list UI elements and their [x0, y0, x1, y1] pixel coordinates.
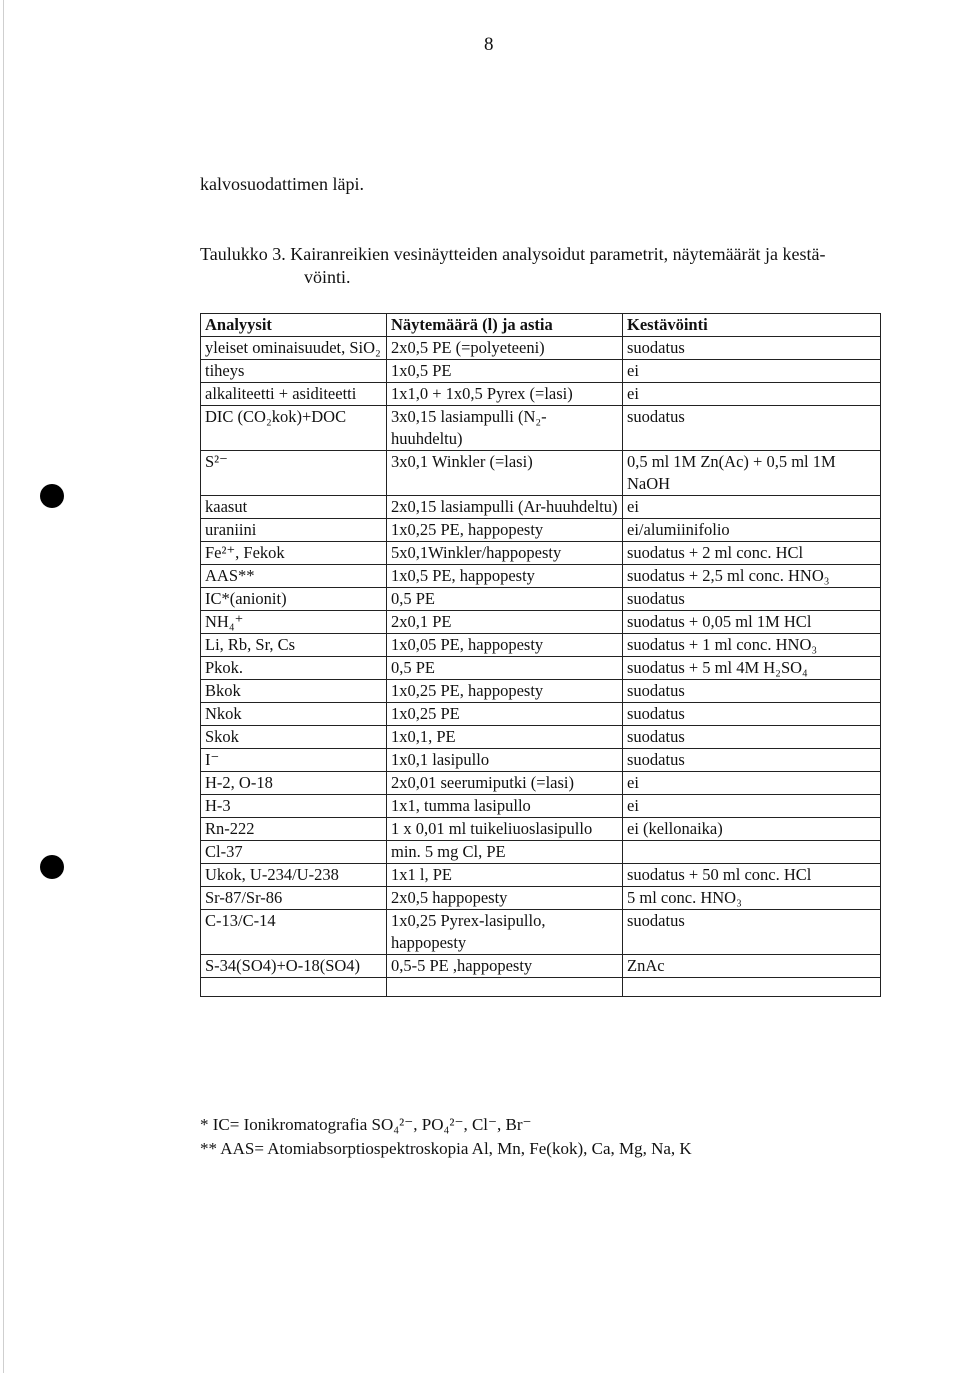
- cell-sample-amount: 1x0,1, PE: [387, 726, 623, 749]
- cell-preservation: ei: [623, 496, 881, 519]
- table-row: [201, 772, 881, 795]
- cell-sample-amount: 2x0,15 lasiampulli (Ar-huuhdeltu): [387, 496, 623, 519]
- punch-hole-mark: [40, 855, 64, 879]
- cell-sample-amount: 5x0,1Winkler/happopesty: [387, 542, 623, 565]
- table-row: [201, 634, 881, 657]
- cell-preservation: suodatus: [623, 703, 881, 726]
- cell-sample-amount: 0,5-5 PE ,happopesty: [387, 955, 623, 978]
- cell-sample-amount: 1x1,0 + 1x0,5 Pyrex (=lasi): [387, 383, 623, 406]
- cell-preservation: suodatus: [623, 337, 881, 360]
- cell-analysis: H-3: [201, 795, 387, 818]
- cell-sample-amount: 0,5 PE: [387, 657, 623, 680]
- cell-preservation: suodatus: [623, 910, 881, 955]
- cell-preservation: suodatus: [623, 588, 881, 611]
- table-body: [201, 337, 881, 997]
- cell-sample-amount: 1x0,1 lasipullo: [387, 749, 623, 772]
- cell-sample-amount: 1 x 0,01 ml tuikeliuoslasipullo: [387, 818, 623, 841]
- table-row: [201, 955, 881, 978]
- cell-preservation: suodatus + 0,05 ml 1M HCl: [623, 611, 881, 634]
- cell-analysis: kaasut: [201, 496, 387, 519]
- header-analyses: Analyysit: [201, 314, 387, 337]
- cell-preservation: [623, 978, 881, 997]
- cell-sample-amount: 1x0,25 PE, happopesty: [387, 519, 623, 542]
- cell-analysis: NH₄⁺: [201, 611, 387, 634]
- cell-analysis: Rn-222: [201, 818, 387, 841]
- cell-sample-amount: 2x0,5 happopesty: [387, 887, 623, 910]
- cell-sample-amount: 2x0,1 PE: [387, 611, 623, 634]
- cell-sample-amount: 1x1 l, PE: [387, 864, 623, 887]
- table-row: [201, 406, 881, 451]
- table-row: [201, 383, 881, 406]
- punch-hole-mark: [40, 484, 64, 508]
- cell-preservation: suodatus: [623, 406, 881, 451]
- cell-preservation: ei/alumiinifolio: [623, 519, 881, 542]
- table-row: [201, 910, 881, 955]
- table-row: [201, 496, 881, 519]
- cell-preservation: 5 ml conc. HNO₃: [623, 887, 881, 910]
- cell-analysis: Ukok, U-234/U-238: [201, 864, 387, 887]
- scan-edge-line: [3, 0, 4, 1373]
- table-row: [201, 360, 881, 383]
- table-row: [201, 864, 881, 887]
- cell-analysis: C-13/C-14: [201, 910, 387, 955]
- cell-analysis: Skok: [201, 726, 387, 749]
- cell-sample-amount: 0,5 PE: [387, 588, 623, 611]
- cell-sample-amount: 1x1, tumma lasipullo: [387, 795, 623, 818]
- parameters-table: [200, 313, 881, 997]
- cell-analysis: yleiset ominaisuudet, SiO₂: [201, 337, 387, 360]
- cell-analysis: uraniini: [201, 519, 387, 542]
- table-row: [201, 841, 881, 864]
- table-row: [201, 565, 881, 588]
- cell-preservation: suodatus: [623, 749, 881, 772]
- table-row: [201, 519, 881, 542]
- cell-analysis: S²⁻: [201, 451, 387, 496]
- table-row: [201, 657, 881, 680]
- cell-analysis: Pkok.: [201, 657, 387, 680]
- cell-analysis: [201, 978, 387, 997]
- cell-preservation: suodatus + 5 ml 4M H₂SO₄: [623, 657, 881, 680]
- table-row: [201, 818, 881, 841]
- footnote-aas: ** AAS= Atomiabsorptiospektroskopia Al, Mn, Fe(kok), Ca, Mg, Na, K: [200, 1139, 692, 1158]
- table-row: [201, 749, 881, 772]
- cell-analysis: H-2, O-18: [201, 772, 387, 795]
- cell-sample-amount: 1x0,5 PE: [387, 360, 623, 383]
- header-sample-amount: Näytemäärä (l) ja astia: [387, 314, 623, 337]
- table-row: [201, 795, 881, 818]
- caption-line-2: vöinti.: [304, 267, 351, 287]
- cell-sample-amount: min. 5 mg Cl, PE: [387, 841, 623, 864]
- cell-preservation: suodatus: [623, 726, 881, 749]
- cell-preservation: ZnAc: [623, 955, 881, 978]
- table-row: [201, 611, 881, 634]
- cell-analysis: I⁻: [201, 749, 387, 772]
- cell-analysis: Sr-87/Sr-86: [201, 887, 387, 910]
- cell-sample-amount: 3x0,1 Winkler (=lasi): [387, 451, 623, 496]
- header-preservation: Kestävöinti: [623, 314, 881, 337]
- table-row: [201, 978, 881, 997]
- cell-preservation: [623, 841, 881, 864]
- table-row: [201, 337, 881, 360]
- cell-preservation: suodatus + 1 ml conc. HNO₃: [623, 634, 881, 657]
- table-row: [201, 451, 881, 496]
- footnote-ic: * IC= Ionikromatografia SO₄²⁻, PO₄²⁻, Cl⁻, Br⁻: [200, 1115, 532, 1134]
- cell-analysis: Cl-37: [201, 841, 387, 864]
- cell-preservation: ei: [623, 772, 881, 795]
- table-row: [201, 703, 881, 726]
- cell-analysis: S-34(SO4)+O-18(SO4): [201, 955, 387, 978]
- cell-sample-amount: 1x0,5 PE, happopesty: [387, 565, 623, 588]
- cell-preservation: suodatus + 2,5 ml conc. HNO₃: [623, 565, 881, 588]
- cell-sample-amount: 2x0,5 PE (=polyeteeni): [387, 337, 623, 360]
- caption-line-1: Taulukko 3. Kairanreikien vesinäytteiden analysoidut parametrit, näytemäärät ja kestä-: [200, 244, 826, 264]
- cell-sample-amount: [387, 978, 623, 997]
- intro-text: kalvosuodattimen läpi.: [200, 174, 364, 194]
- cell-sample-amount: 1x0,25 PE: [387, 703, 623, 726]
- cell-preservation: ei (kellonaika): [623, 818, 881, 841]
- table-row: [201, 588, 881, 611]
- footnotes: [200, 1113, 692, 1161]
- cell-preservation: ei: [623, 795, 881, 818]
- cell-analysis: Bkok: [201, 680, 387, 703]
- cell-analysis: tiheys: [201, 360, 387, 383]
- cell-analysis: Fe²⁺, Fekok: [201, 542, 387, 565]
- cell-preservation: suodatus + 2 ml conc. HCl: [623, 542, 881, 565]
- cell-preservation: 0,5 ml 1M Zn(Ac) + 0,5 ml 1M NaOH: [623, 451, 881, 496]
- table-caption: [200, 243, 890, 289]
- cell-preservation: ei: [623, 360, 881, 383]
- page-number: 8: [484, 34, 494, 55]
- cell-sample-amount: 1x0,05 PE, happopesty: [387, 634, 623, 657]
- cell-preservation: suodatus + 50 ml conc. HCl: [623, 864, 881, 887]
- cell-analysis: Li, Rb, Sr, Cs: [201, 634, 387, 657]
- cell-analysis: Nkok: [201, 703, 387, 726]
- cell-analysis: AAS**: [201, 565, 387, 588]
- cell-sample-amount: 3x0,15 lasiampulli (N₂-huuhdeltu): [387, 406, 623, 451]
- cell-analysis: IC*(anionit): [201, 588, 387, 611]
- cell-analysis: alkaliteetti + asiditeetti: [201, 383, 387, 406]
- table-row: [201, 680, 881, 703]
- cell-preservation: ei: [623, 383, 881, 406]
- cell-sample-amount: 2x0,01 seerumiputki (=lasi): [387, 772, 623, 795]
- cell-preservation: suodatus: [623, 680, 881, 703]
- table-header-row: [201, 314, 881, 337]
- cell-sample-amount: 1x0,25 PE, happopesty: [387, 680, 623, 703]
- cell-sample-amount: 1x0,25 Pyrex-lasipullo, happopesty: [387, 910, 623, 955]
- table-row: [201, 887, 881, 910]
- table-row: [201, 726, 881, 749]
- table-row: [201, 542, 881, 565]
- cell-analysis: DIC (CO₂kok)+DOC: [201, 406, 387, 451]
